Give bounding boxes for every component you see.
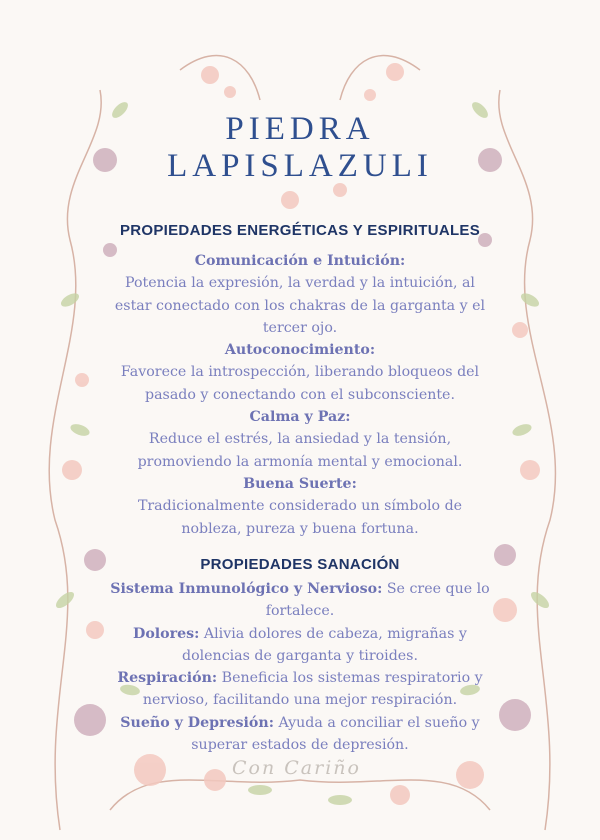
signature: Con Cariño	[232, 757, 361, 779]
item-label: Dolores:	[133, 625, 200, 642]
item-label: Autoconocimiento:	[224, 342, 376, 359]
section-heading-healing: PROPIEDADES SANACIÓN	[200, 556, 400, 573]
list-item	[110, 712, 490, 757]
item-text: Alivia dolores de cabeza, migrañas y dolencias de garganta y tiroides.	[182, 625, 467, 664]
list-item	[110, 578, 490, 623]
healing-properties	[110, 578, 490, 756]
item-label: Sistema Inmunológico y Nervioso:	[110, 581, 383, 597]
item-label: Calma y Paz:	[249, 409, 351, 426]
section-heading-energetic: PROPIEDADES ENERGÉTICAS Y ESPIRITUALES	[119, 222, 481, 239]
list-item	[110, 623, 490, 668]
item-text: Se cree que lo fortalece.	[265, 581, 490, 620]
item-label: Buena Suerte:	[243, 475, 357, 492]
item-text: Potencia la expresión, la verdad y la intuición, al estar conectado con los chakras de la garganta y el tercer ojo.	[114, 275, 486, 336]
title-line-2: LAPISLAZULI	[167, 148, 433, 184]
energetic-properties	[110, 250, 490, 540]
item-label: Respiración:	[117, 670, 218, 687]
item-text: Favorece la introspección, liberando bloqueos del pasado y conectando con el subconsciente.	[120, 364, 480, 403]
item-text: Reduce el estrés, la ansiedad y la tensión, promoviendo la armonía mental y emocional.	[137, 431, 463, 470]
item-label: Comunicación e Intuición:	[194, 253, 406, 269]
title-line-1: PIEDRA	[225, 111, 375, 147]
item-text: Beneficia los sistemas respiratorio y nervioso, facilitando una mejor respiración.	[142, 670, 483, 709]
item-text: Tradicionalmente considerado un símbolo de nobleza, pureza y buena fortuna.	[137, 498, 463, 537]
item-label: Sueño y Depresión:	[120, 714, 274, 731]
list-item	[110, 667, 490, 712]
item-text: Ayuda a conciliar el sueño y superar estados de depresión.	[191, 714, 480, 754]
